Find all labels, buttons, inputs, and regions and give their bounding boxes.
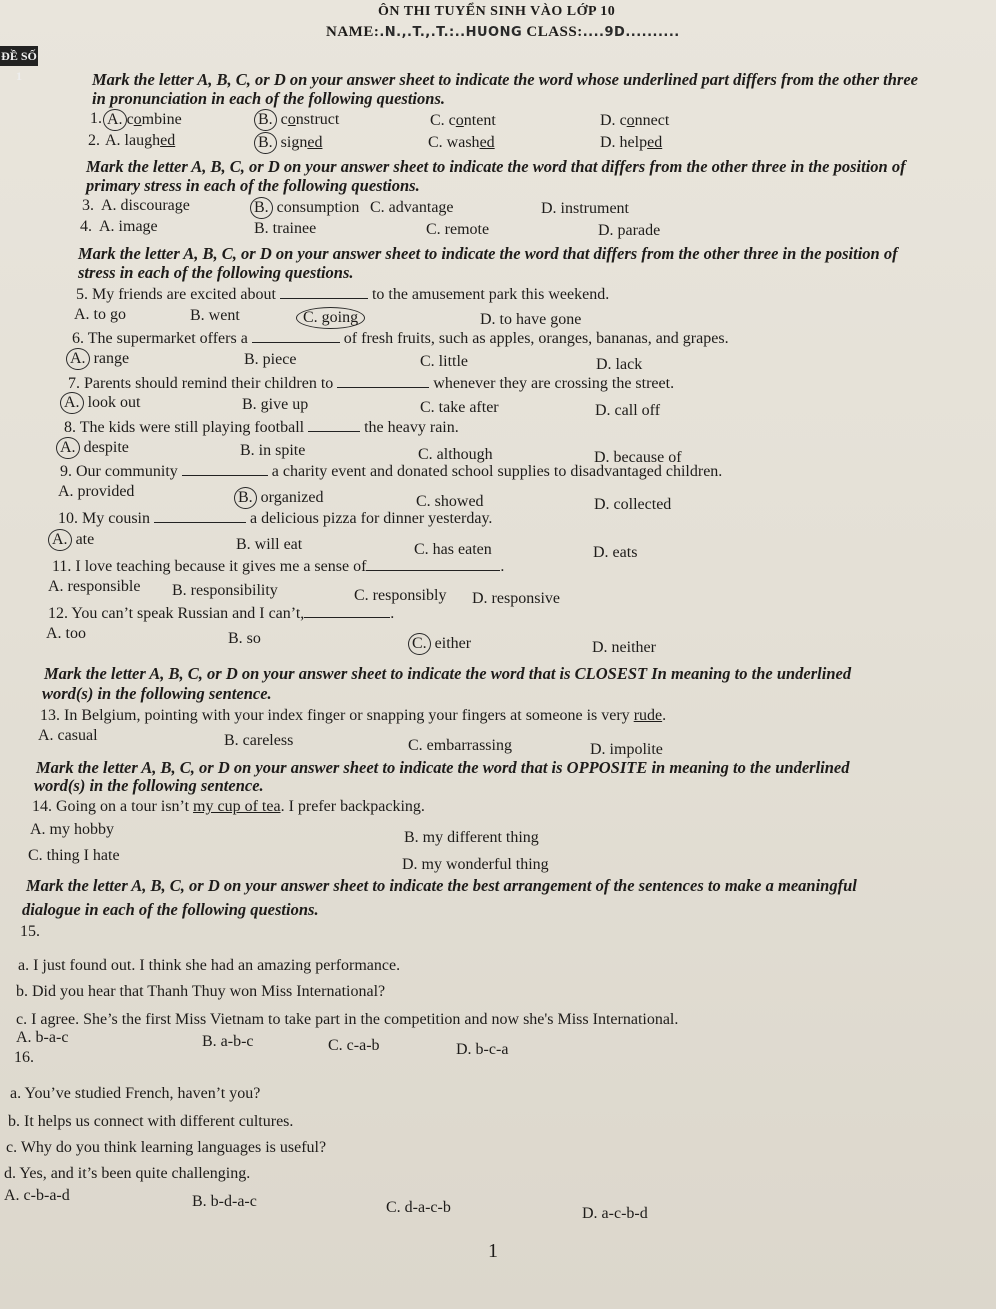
q11-option-c[interactable]: C. responsibly	[354, 587, 447, 604]
q1-option-d[interactable]: D. connect	[600, 112, 670, 129]
q6-option-d[interactable]: D. lack	[596, 356, 643, 373]
q9-blank[interactable]	[182, 461, 268, 476]
q14-option-b[interactable]: B. my different thing	[404, 829, 539, 846]
q7-option-c[interactable]: C. take after	[420, 399, 499, 416]
q1-option-b[interactable]: B. construct	[258, 109, 339, 131]
q9-stem: 9. Our community a charity event and donated school supplies to disadvantaged children.	[60, 463, 723, 480]
q7-option-d[interactable]: D. call off	[595, 402, 661, 419]
q13-option-a[interactable]: A. casual	[38, 727, 98, 744]
q4-number: 4.	[80, 218, 92, 235]
q7-option-a[interactable]: A. look out	[64, 392, 140, 414]
name-value[interactable]: .N.,.T.,.T.:..HUONG	[379, 25, 523, 40]
instruction-stress-repeat-1: Mark the letter A, B, C, or D on your answer sheet to indicate the word that differs from the other three in the position of	[78, 244, 898, 263]
q5-blank[interactable]	[280, 284, 368, 299]
q6-blank[interactable]	[252, 328, 340, 343]
q14-option-a[interactable]: A. my hobby	[30, 821, 114, 838]
instruction-closest-1: Mark the letter A, B, C, or D on your answer sheet to indicate the word that is CLOSEST In meaning to the underlined	[44, 664, 852, 683]
q1-option-c[interactable]: C. content	[430, 112, 496, 129]
q7-option-b[interactable]: B. give up	[242, 396, 309, 413]
q12-option-b[interactable]: B. so	[228, 630, 261, 647]
instruction-stress-2: primary stress in each of the following questions.	[86, 176, 420, 195]
q7-blank[interactable]	[337, 373, 429, 388]
instruction-opposite-1: Mark the letter A, B, C, or D on your answer sheet to indicate the word that is OPPOSITE in meaning to the underlined	[36, 758, 850, 777]
q10-stem: 10. My cousin a delicious pizza for dinner yesterday.	[58, 510, 493, 527]
q11-option-d[interactable]: D. responsive	[472, 590, 560, 607]
q13-option-b[interactable]: B. careless	[224, 732, 294, 749]
q14-option-c[interactable]: C. thing I hate	[28, 847, 120, 864]
q6-stem: 6. The supermarket offers a of fresh fruits, such as apples, oranges, bananas, and grapes.	[72, 330, 729, 347]
q5-option-c[interactable]: C. going	[300, 307, 365, 329]
q2-option-b[interactable]: B. signed	[258, 132, 322, 154]
q8-option-b[interactable]: B. in spite	[240, 442, 306, 459]
q3-number: 3.	[82, 197, 94, 214]
q16-option-b[interactable]: B. b-d-a-c	[192, 1193, 257, 1210]
q2-option-c[interactable]: C. washed	[428, 134, 495, 151]
test-number-badge: ĐỀ SỐ 1	[0, 46, 38, 66]
q9-option-d[interactable]: D. collected	[594, 496, 672, 513]
q10-blank[interactable]	[154, 508, 246, 523]
q11-blank[interactable]	[366, 556, 500, 571]
name-label: NAME:	[326, 24, 380, 40]
q11-stem: 11. I love teaching because it gives me a sense of .	[52, 558, 505, 575]
class-value[interactable]: ....9D..........	[582, 25, 680, 40]
q15-option-b[interactable]: B. a-b-c	[202, 1033, 254, 1050]
instruction-stress-repeat-2: stress in each of the following questions.	[78, 263, 354, 282]
q4-option-b[interactable]: B. trainee	[254, 220, 317, 237]
q1-option-a[interactable]: A.combine	[107, 109, 182, 131]
instruction-pronunciation-2: in pronunciation in each of the following questions.	[92, 89, 445, 108]
q10-option-d[interactable]: D. eats	[593, 544, 638, 561]
q10-option-b[interactable]: B. will eat	[236, 536, 303, 553]
q3-option-d[interactable]: D. instrument	[541, 200, 629, 217]
q15-option-a[interactable]: A. b-a-c	[16, 1029, 69, 1046]
q5-option-d[interactable]: D. to have gone	[480, 311, 582, 328]
q16-option-d[interactable]: D. a-c-b-d	[582, 1205, 648, 1222]
q7-stem: 7. Parents should remind their children to whenever they are crossing the street.	[68, 375, 675, 392]
q12-stem: 12. You can’t speak Russian and I can’t, .	[48, 605, 395, 622]
q8-stem: 8. The kids were still playing football the heavy rain.	[64, 419, 459, 436]
q15-number: 15.	[20, 923, 40, 940]
q15-option-d[interactable]: D. b-c-a	[456, 1041, 509, 1058]
q16-number: 16.	[14, 1049, 34, 1066]
q9-option-b[interactable]: B. organized	[238, 487, 323, 509]
class-label: CLASS:	[526, 24, 583, 40]
q15-option-c[interactable]: C. c-a-b	[328, 1037, 380, 1054]
q9-option-a[interactable]: A. provided	[58, 483, 135, 500]
q4-option-c[interactable]: C. remote	[426, 221, 490, 238]
q16-option-a[interactable]: A. c-b-a-d	[4, 1187, 70, 1204]
instruction-closest-2: word(s) in the following sentence.	[42, 684, 272, 703]
student-info	[326, 22, 680, 43]
q6-option-b[interactable]: B. piece	[244, 351, 297, 368]
q4-option-a[interactable]: A. image	[99, 218, 158, 235]
q11-option-a[interactable]: A. responsible	[48, 578, 141, 595]
q10-option-a[interactable]: A. ate	[52, 529, 94, 551]
q8-option-a[interactable]: A. despite	[60, 437, 129, 459]
instruction-opposite-2: word(s) in the following sentence.	[34, 776, 264, 795]
q3-option-b[interactable]: B. consumption	[254, 197, 359, 219]
q13-stem: 13. In Belgium, pointing with your index finger or snapping your fingers at someone is very rude.	[40, 707, 667, 724]
q5-stem: 5. My friends are excited about to the amusement park this weekend.	[76, 286, 610, 303]
q15-line-c: c. I agree. She’s the first Miss Vietnam to take part in the competition and now she's Miss International.	[16, 1011, 679, 1028]
q12-option-a[interactable]: A. too	[46, 625, 86, 642]
q2-number: 2.	[88, 132, 100, 149]
q9-option-c[interactable]: C. showed	[416, 493, 484, 510]
q4-option-d[interactable]: D. parade	[598, 222, 661, 239]
q1-number: 1.	[90, 110, 102, 127]
q5-option-a[interactable]: A. to go	[74, 306, 126, 323]
q11-option-b[interactable]: B. responsibility	[172, 582, 278, 599]
q14-option-d[interactable]: D. my wonderful thing	[402, 856, 549, 873]
q16-line-b: b. It helps us connect with different cultures.	[8, 1113, 294, 1130]
q6-option-c[interactable]: C. little	[420, 353, 468, 370]
q13-option-c[interactable]: C. embarrassing	[408, 737, 512, 754]
q16-line-d: d. Yes, and it’s been quite challenging.	[4, 1165, 251, 1182]
q3-option-c[interactable]: C. advantage	[370, 199, 454, 216]
exam-title: ÔN THI TUYỂN SINH VÀO LỚP 10	[378, 4, 616, 19]
q5-option-b[interactable]: B. went	[190, 307, 240, 324]
q2-option-d[interactable]: D. helped	[600, 134, 663, 151]
q15-line-a: a. I just found out. I think she had an amazing performance.	[18, 957, 401, 974]
q8-option-c[interactable]: C. although	[418, 446, 493, 463]
q6-option-a[interactable]: A. range	[70, 348, 129, 370]
q15-line-b: b. Did you hear that Thanh Thuy won Miss International?	[16, 983, 386, 1000]
q16-line-c: c. Why do you think learning languages is useful?	[6, 1139, 327, 1156]
q10-option-c[interactable]: C. has eaten	[414, 541, 492, 558]
q14-stem: 14. Going on a tour isn’t my cup of tea. I prefer backpacking.	[32, 798, 425, 815]
instruction-pronunciation-1: Mark the letter A, B, C, or D on your answer sheet to indicate the word whose underlined part differs from the other three	[92, 70, 918, 89]
q3-option-a[interactable]: A. discourage	[101, 197, 190, 214]
q8-blank[interactable]	[308, 417, 360, 432]
q12-option-d[interactable]: D. neither	[592, 639, 656, 656]
q8-option-d[interactable]: D. because of	[594, 449, 682, 466]
instruction-arrangement-2: dialogue in each of the following questions.	[22, 900, 319, 919]
instruction-arrangement-1: Mark the letter A, B, C, or D on your answer sheet to indicate the best arrangement of the sentences to make a meaningful	[26, 876, 857, 895]
q16-line-a: a. You’ve studied French, haven’t you?	[10, 1085, 261, 1102]
q16-option-c[interactable]: C. d-a-c-b	[386, 1199, 451, 1216]
page-number: 1	[488, 1240, 498, 1262]
q13-option-d[interactable]: D. impolite	[590, 741, 663, 758]
instruction-stress-1: Mark the letter A, B, C, or D on your answer sheet to indicate the word that differs from the other three in the position of	[86, 157, 906, 176]
q12-blank[interactable]	[304, 603, 390, 618]
q12-option-c[interactable]: C. either	[412, 633, 471, 655]
q2-option-a[interactable]: A. laughed	[105, 132, 176, 149]
